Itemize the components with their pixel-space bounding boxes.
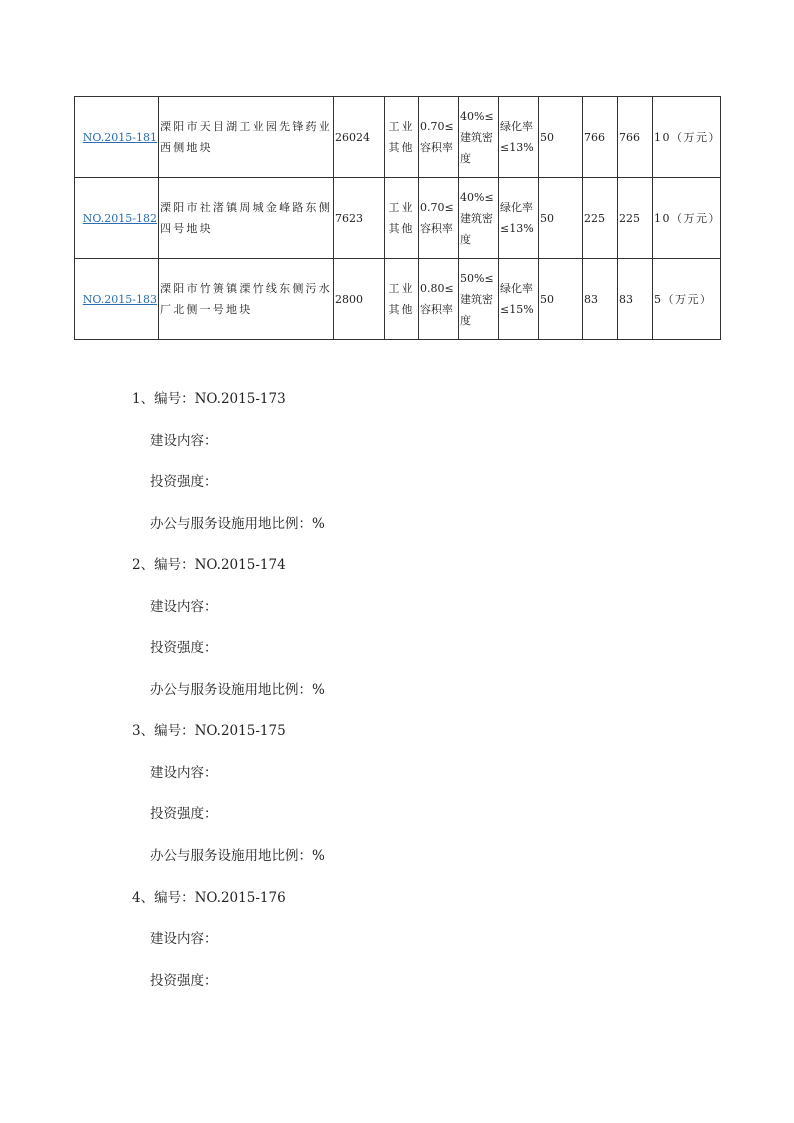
plot-ratio: 0.70≤容积率: [419, 178, 459, 259]
green-rate: 绿化率≤13%: [499, 178, 539, 259]
office-ratio-label: 办公与服务设施用地比例：%: [150, 848, 325, 864]
table-row: [75, 259, 721, 340]
parcel-code-link[interactable]: NO.2015-183: [75, 259, 159, 340]
investment-intensity-label: 投资强度：: [150, 973, 218, 989]
construction-content-label: 建设内容：: [150, 599, 218, 615]
green-rate: 绿化率≤15%: [499, 259, 539, 340]
item-heading: 2、编号：NO.2015-174: [132, 557, 286, 573]
building-density: 40%≤建筑密度: [459, 97, 499, 178]
table-row: [75, 97, 721, 178]
plot-ratio: 0.80≤容积率: [419, 259, 459, 340]
value-2: 766: [618, 97, 653, 178]
building-density: 50%≤建筑密度: [459, 259, 499, 340]
parcel-area: 26024: [334, 97, 385, 178]
land-term-years: 50: [539, 97, 583, 178]
green-rate: 绿化率≤13%: [499, 97, 539, 178]
parcel-area: 7623: [334, 178, 385, 259]
value-2: 225: [618, 178, 653, 259]
item-heading: 4、编号：NO.2015-176: [132, 890, 286, 906]
parcel-area: 2800: [334, 259, 385, 340]
deposit-fee: 5（万元）: [653, 259, 721, 340]
land-parcel-table: [74, 96, 721, 340]
item-heading: 1、编号：NO.2015-173: [132, 391, 286, 407]
value-1: 225: [583, 178, 618, 259]
investment-intensity-label: 投资强度：: [150, 806, 218, 822]
investment-intensity-label: 投资强度：: [150, 640, 218, 656]
construction-content-label: 建设内容：: [150, 931, 218, 947]
construction-content-label: 建设内容：: [150, 765, 218, 781]
value-1: 83: [583, 259, 618, 340]
deposit-fee: 10（万元）: [653, 97, 721, 178]
item-heading: 3、编号：NO.2015-175: [132, 723, 286, 739]
value-1: 766: [583, 97, 618, 178]
parcel-code-link[interactable]: NO.2015-182: [75, 178, 159, 259]
value-2: 83: [618, 259, 653, 340]
parcel-location: 溧阳市天目湖工业园先锋药业西侧地块: [159, 97, 334, 178]
land-term-years: 50: [539, 178, 583, 259]
building-density: 40%≤建筑密度: [459, 178, 499, 259]
land-term-years: 50: [539, 259, 583, 340]
parcel-use: 工业其他: [385, 259, 419, 340]
construction-content-label: 建设内容：: [150, 433, 218, 449]
office-ratio-label: 办公与服务设施用地比例：%: [150, 516, 325, 532]
office-ratio-label: 办公与服务设施用地比例：%: [150, 682, 325, 698]
table-row: [75, 178, 721, 259]
deposit-fee: 10（万元）: [653, 178, 721, 259]
investment-intensity-label: 投资强度：: [150, 474, 218, 490]
parcel-code-link[interactable]: NO.2015-181: [75, 97, 159, 178]
parcel-location: 溧阳市竹箦镇溧竹线东侧污水厂北侧一号地块: [159, 259, 334, 340]
plot-ratio: 0.70≤容积率: [419, 97, 459, 178]
parcel-location: 溧阳市社渚镇周城金峰路东侧四号地块: [159, 178, 334, 259]
parcel-use: 工业其他: [385, 97, 419, 178]
parcel-use: 工业其他: [385, 178, 419, 259]
